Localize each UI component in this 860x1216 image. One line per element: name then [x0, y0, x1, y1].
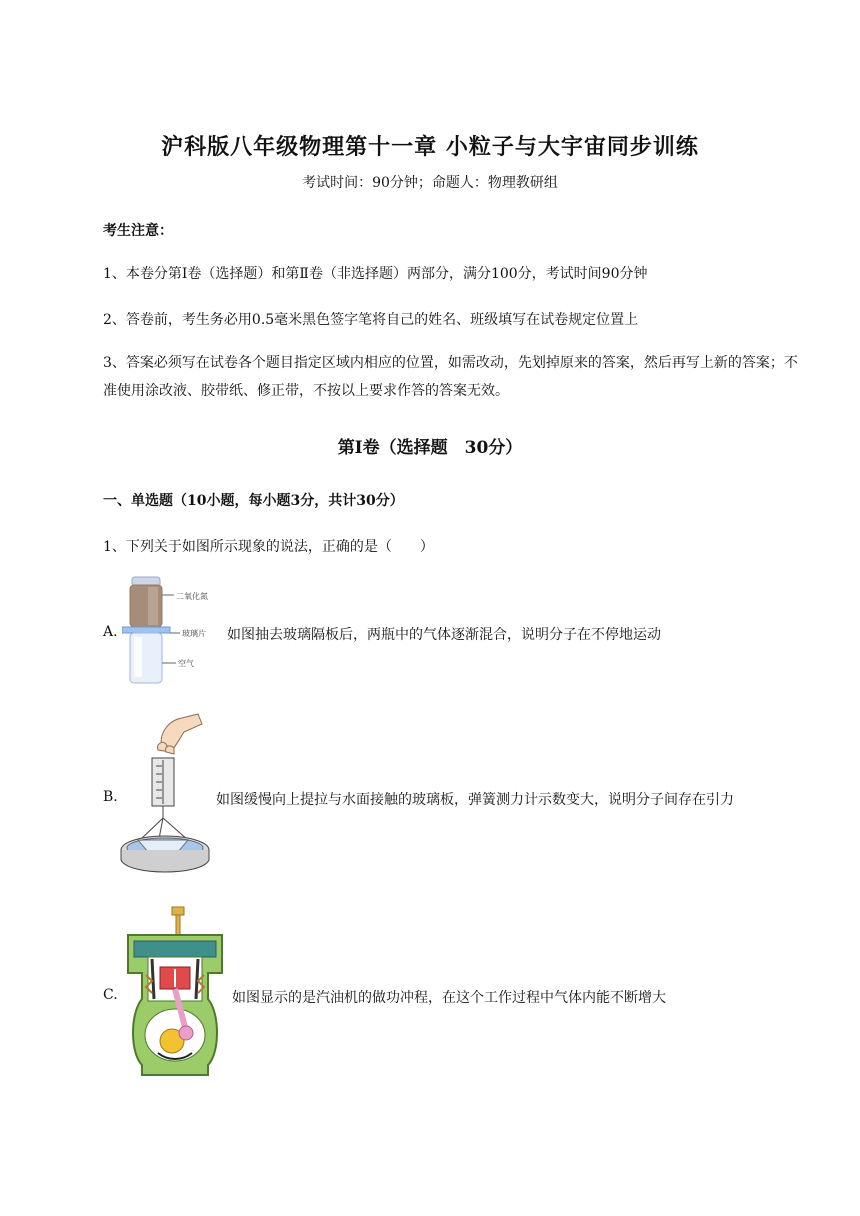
- notice-item: 2、答卷前，考生务必用0.5毫米黑色签字笔将自己的姓名、班级填写在试卷规定位置上: [103, 312, 639, 328]
- label-bottom: 空气: [178, 659, 194, 668]
- label-middle: 玻璃片: [182, 629, 206, 638]
- question-text: 1、下列关于如图所示现象的说法，正确的是（ ）: [103, 539, 434, 555]
- option-a-letter: A.: [103, 624, 118, 640]
- engine-cylinder-figure: [124, 903, 226, 1081]
- gas-diffusion-figure: [122, 575, 212, 690]
- label-top: 二氧化氮: [176, 592, 208, 601]
- part-heading: 一、单选题（10小题，每小题3分，共计30分）: [103, 493, 404, 509]
- option-c-letter: C.: [103, 987, 118, 1003]
- notice-item: 1、本卷分第Ⅰ卷（选择题）和第Ⅱ卷（非选择题）两部分，满分100分，考试时间90分钟: [103, 266, 648, 282]
- spring-scale-figure: [118, 710, 214, 885]
- option-b-text: 如图缓慢向上提拉与水面接触的玻璃板，弹簧测力计示数变大，说明分子间存在引力: [216, 792, 734, 808]
- exam-info: 考试时间：90分钟；命题人：物理教研组: [302, 175, 558, 191]
- section-title: 第Ⅰ卷（选择题 30分）: [337, 438, 523, 458]
- page-title: 沪科版八年级物理第十一章 小粒子与大宇宙同步训练: [161, 134, 699, 160]
- option-c-text: 如图显示的是汽油机的做功冲程，在这个工作过程中气体内能不断增大: [232, 990, 666, 1006]
- option-b-letter: B.: [103, 789, 118, 805]
- notice-item: 3、答案必须写在试卷各个题目指定区域内相应的位置，如需改动，先划掉原来的答案，然后再写上新的答案；不准使用涂改液、胶带纸、修正带，不按以上要求作答的答案无效。: [103, 355, 798, 399]
- option-a-text: 如图抽去玻璃隔板后，两瓶中的气体逐渐混合，说明分子在不停地运动: [227, 627, 661, 643]
- notice-heading: 考生注意：: [103, 223, 173, 239]
